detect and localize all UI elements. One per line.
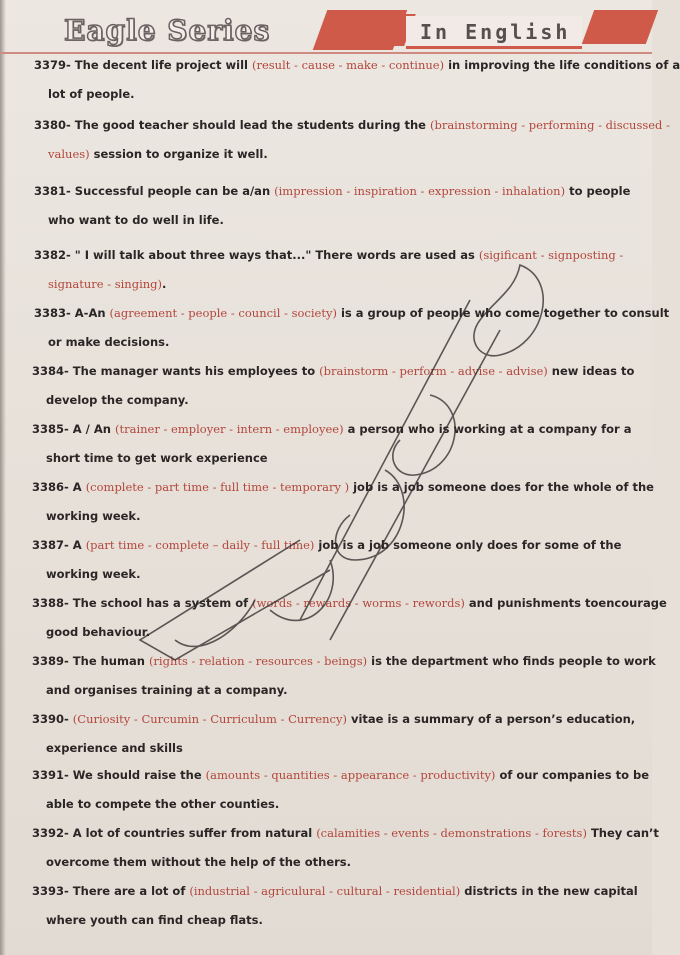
- answer-options: (agreement - people - council - society): [109, 306, 337, 320]
- question-text-before: The decent life project will: [74, 58, 252, 72]
- question-number: 3379-: [34, 58, 71, 72]
- question-item: [32, 480, 654, 523]
- question-line-2: [34, 87, 634, 101]
- question-text-continued: develop the company.: [46, 393, 189, 407]
- question-text-before: The human: [72, 654, 149, 668]
- question-line-2: [32, 913, 632, 927]
- question-text-after: and punishments toencourage: [464, 596, 667, 610]
- question-line-1: [32, 422, 632, 436]
- language-title: In English: [420, 20, 571, 44]
- question-text-before: The manager wants his employees to: [72, 364, 320, 378]
- question-line-2: [32, 683, 632, 697]
- question-line-1: [32, 826, 659, 840]
- question-item: [34, 306, 670, 349]
- question-text-continued: able to compete the other counties.: [46, 797, 280, 811]
- question-number: 3393-: [32, 884, 69, 898]
- question-text-after: job is a job someone only does for some of the: [314, 538, 622, 552]
- question-item: [34, 58, 680, 101]
- answer-options: (brainstorm - perform - advise - advise): [319, 364, 548, 378]
- question-text-before: A lot of countries suffer from natural: [72, 826, 317, 840]
- question-line-1: [34, 58, 680, 72]
- question-text-continued: who want to do well in life.: [48, 213, 224, 227]
- question-line-2: [32, 509, 632, 523]
- question-text-before: The good teacher should lead the students during the: [74, 118, 430, 132]
- question-text-after: new ideas to: [547, 364, 635, 378]
- answer-options: (Curiosity - Curcumin - Curriculum - Currency): [72, 712, 347, 726]
- question-number: 3385-: [32, 422, 69, 436]
- question-text-continued: where youth can find cheap flats.: [46, 913, 263, 927]
- question-number: 3381-: [34, 184, 71, 198]
- question-line-2: [34, 213, 634, 227]
- question-item: [34, 118, 670, 161]
- answer-options: (sigificant - signposting -: [478, 248, 624, 262]
- question-text-before: A / An: [72, 422, 115, 436]
- question-line-1: [34, 184, 634, 198]
- question-line-1: [32, 596, 667, 610]
- header-red-band-right: [582, 10, 658, 44]
- question-item: [32, 884, 638, 927]
- question-text-continued: good behaviour.: [46, 625, 151, 639]
- series-title: Eagle Series: [64, 14, 271, 47]
- question-text-continued: working week.: [46, 567, 141, 581]
- question-item: [34, 248, 634, 291]
- question-text-continued: and organises training at a company.: [46, 683, 288, 697]
- question-item: [32, 712, 636, 755]
- question-text-continued: overcome them without the help of the others.: [46, 855, 351, 869]
- question-text-before: A-An: [74, 306, 110, 320]
- page-header: [0, 0, 652, 62]
- answer-options: (rights - relation - resources - beings): [148, 654, 368, 668]
- question-text-continued: short time to get work experience: [46, 451, 268, 465]
- question-line-2: [32, 451, 632, 465]
- question-line-2: [34, 335, 634, 349]
- answer-options: (complete - part time - full time - temporary ): [85, 480, 350, 494]
- question-item: [32, 422, 632, 465]
- question-line-2: [34, 277, 634, 291]
- question-line-2: [32, 625, 632, 639]
- question-line-2: [34, 147, 634, 161]
- question-item: [32, 596, 667, 639]
- question-text-after: is the department who finds people to work: [367, 654, 656, 668]
- question-item: [32, 826, 659, 869]
- question-item: [32, 364, 635, 407]
- question-line-1: [34, 248, 634, 262]
- question-text-after: job is a job someone does for the whole of the: [349, 480, 654, 494]
- question-line-2: [32, 741, 632, 755]
- answer-options: (amounts - quantities - appearance - productivity): [205, 768, 496, 782]
- question-text-continued: experience and skills: [46, 741, 183, 755]
- question-text-after: of our companies to be: [495, 768, 650, 782]
- question-line-1: [32, 480, 654, 494]
- question-text-continued: or make decisions.: [48, 335, 170, 349]
- question-text-after: a person who is working at a company for a: [343, 422, 632, 436]
- answer-options: (trainer - employer - intern - employee): [114, 422, 344, 436]
- header-divider: [0, 52, 652, 54]
- question-text-after: districts in the new capital: [460, 884, 638, 898]
- question-line-1: [34, 306, 670, 320]
- question-number: 3382-: [34, 248, 71, 262]
- question-line-2: [32, 855, 632, 869]
- question-item: [32, 768, 650, 811]
- question-line-1: [32, 364, 635, 378]
- question-text-after: vitae is a summary of a person’s education,: [346, 712, 636, 726]
- question-text-after: is a group of people who come together to consult: [336, 306, 670, 320]
- question-line-1: [32, 768, 650, 782]
- question-number: 3389-: [32, 654, 69, 668]
- answer-options: (result - cause - make - continue): [251, 58, 445, 72]
- question-text-before: " I will talk about three ways that..." There words are used as: [74, 248, 479, 262]
- question-text-before: There are a lot of: [72, 884, 190, 898]
- answer-options: (industrial - agriculural - cultural - residential): [189, 884, 461, 898]
- question-text-after: to people: [565, 184, 631, 198]
- question-line-2: [32, 567, 632, 581]
- question-line-2: [32, 393, 632, 407]
- question-text-before: Successful people can be a/an: [74, 184, 275, 198]
- question-text-before: A: [72, 480, 86, 494]
- answer-options: (part time - complete – daily - full time): [85, 538, 315, 552]
- question-item: [34, 184, 634, 227]
- question-item: [32, 538, 632, 581]
- question-text-before: The school has a system of: [72, 596, 253, 610]
- question-text-continued: .: [162, 277, 167, 291]
- question-line-2: [32, 797, 632, 811]
- question-number: 3384-: [32, 364, 69, 378]
- question-line-1: [32, 884, 638, 898]
- question-number: 3387-: [32, 538, 69, 552]
- question-number: 3390-: [32, 712, 69, 726]
- question-number: 3392-: [32, 826, 69, 840]
- question-line-1: [34, 118, 670, 132]
- answer-options: (brainstorming - performing - discussed -: [429, 118, 670, 132]
- question-line-1: [32, 712, 636, 726]
- answer-options-continued: values): [48, 147, 90, 161]
- question-line-1: [32, 538, 632, 552]
- answer-options-continued: signature - singing): [48, 277, 163, 291]
- question-number: 3386-: [32, 480, 69, 494]
- page-spine-shadow: [0, 0, 6, 955]
- question-text-before: We should raise the: [72, 768, 206, 782]
- answer-options: (calamities - events - demonstrations - forests): [316, 826, 587, 840]
- question-text-after: They can’t: [586, 826, 659, 840]
- question-text-continued: working week.: [46, 509, 141, 523]
- question-line-1: [32, 654, 656, 668]
- question-text-before: A: [72, 538, 86, 552]
- question-text-continued: lot of people.: [48, 87, 135, 101]
- question-text-after: in improving the life conditions of a: [444, 58, 680, 72]
- answer-options: (impression - inspiration - expression - inhalation): [274, 184, 566, 198]
- answer-options: (words - rewards - worms - rewords): [252, 596, 465, 610]
- question-number: 3383-: [34, 306, 71, 320]
- question-text-continued: session to organize it well.: [89, 147, 268, 161]
- question-item: [32, 654, 656, 697]
- question-number: 3391-: [32, 768, 69, 782]
- question-number: 3388-: [32, 596, 69, 610]
- question-number: 3380-: [34, 118, 71, 132]
